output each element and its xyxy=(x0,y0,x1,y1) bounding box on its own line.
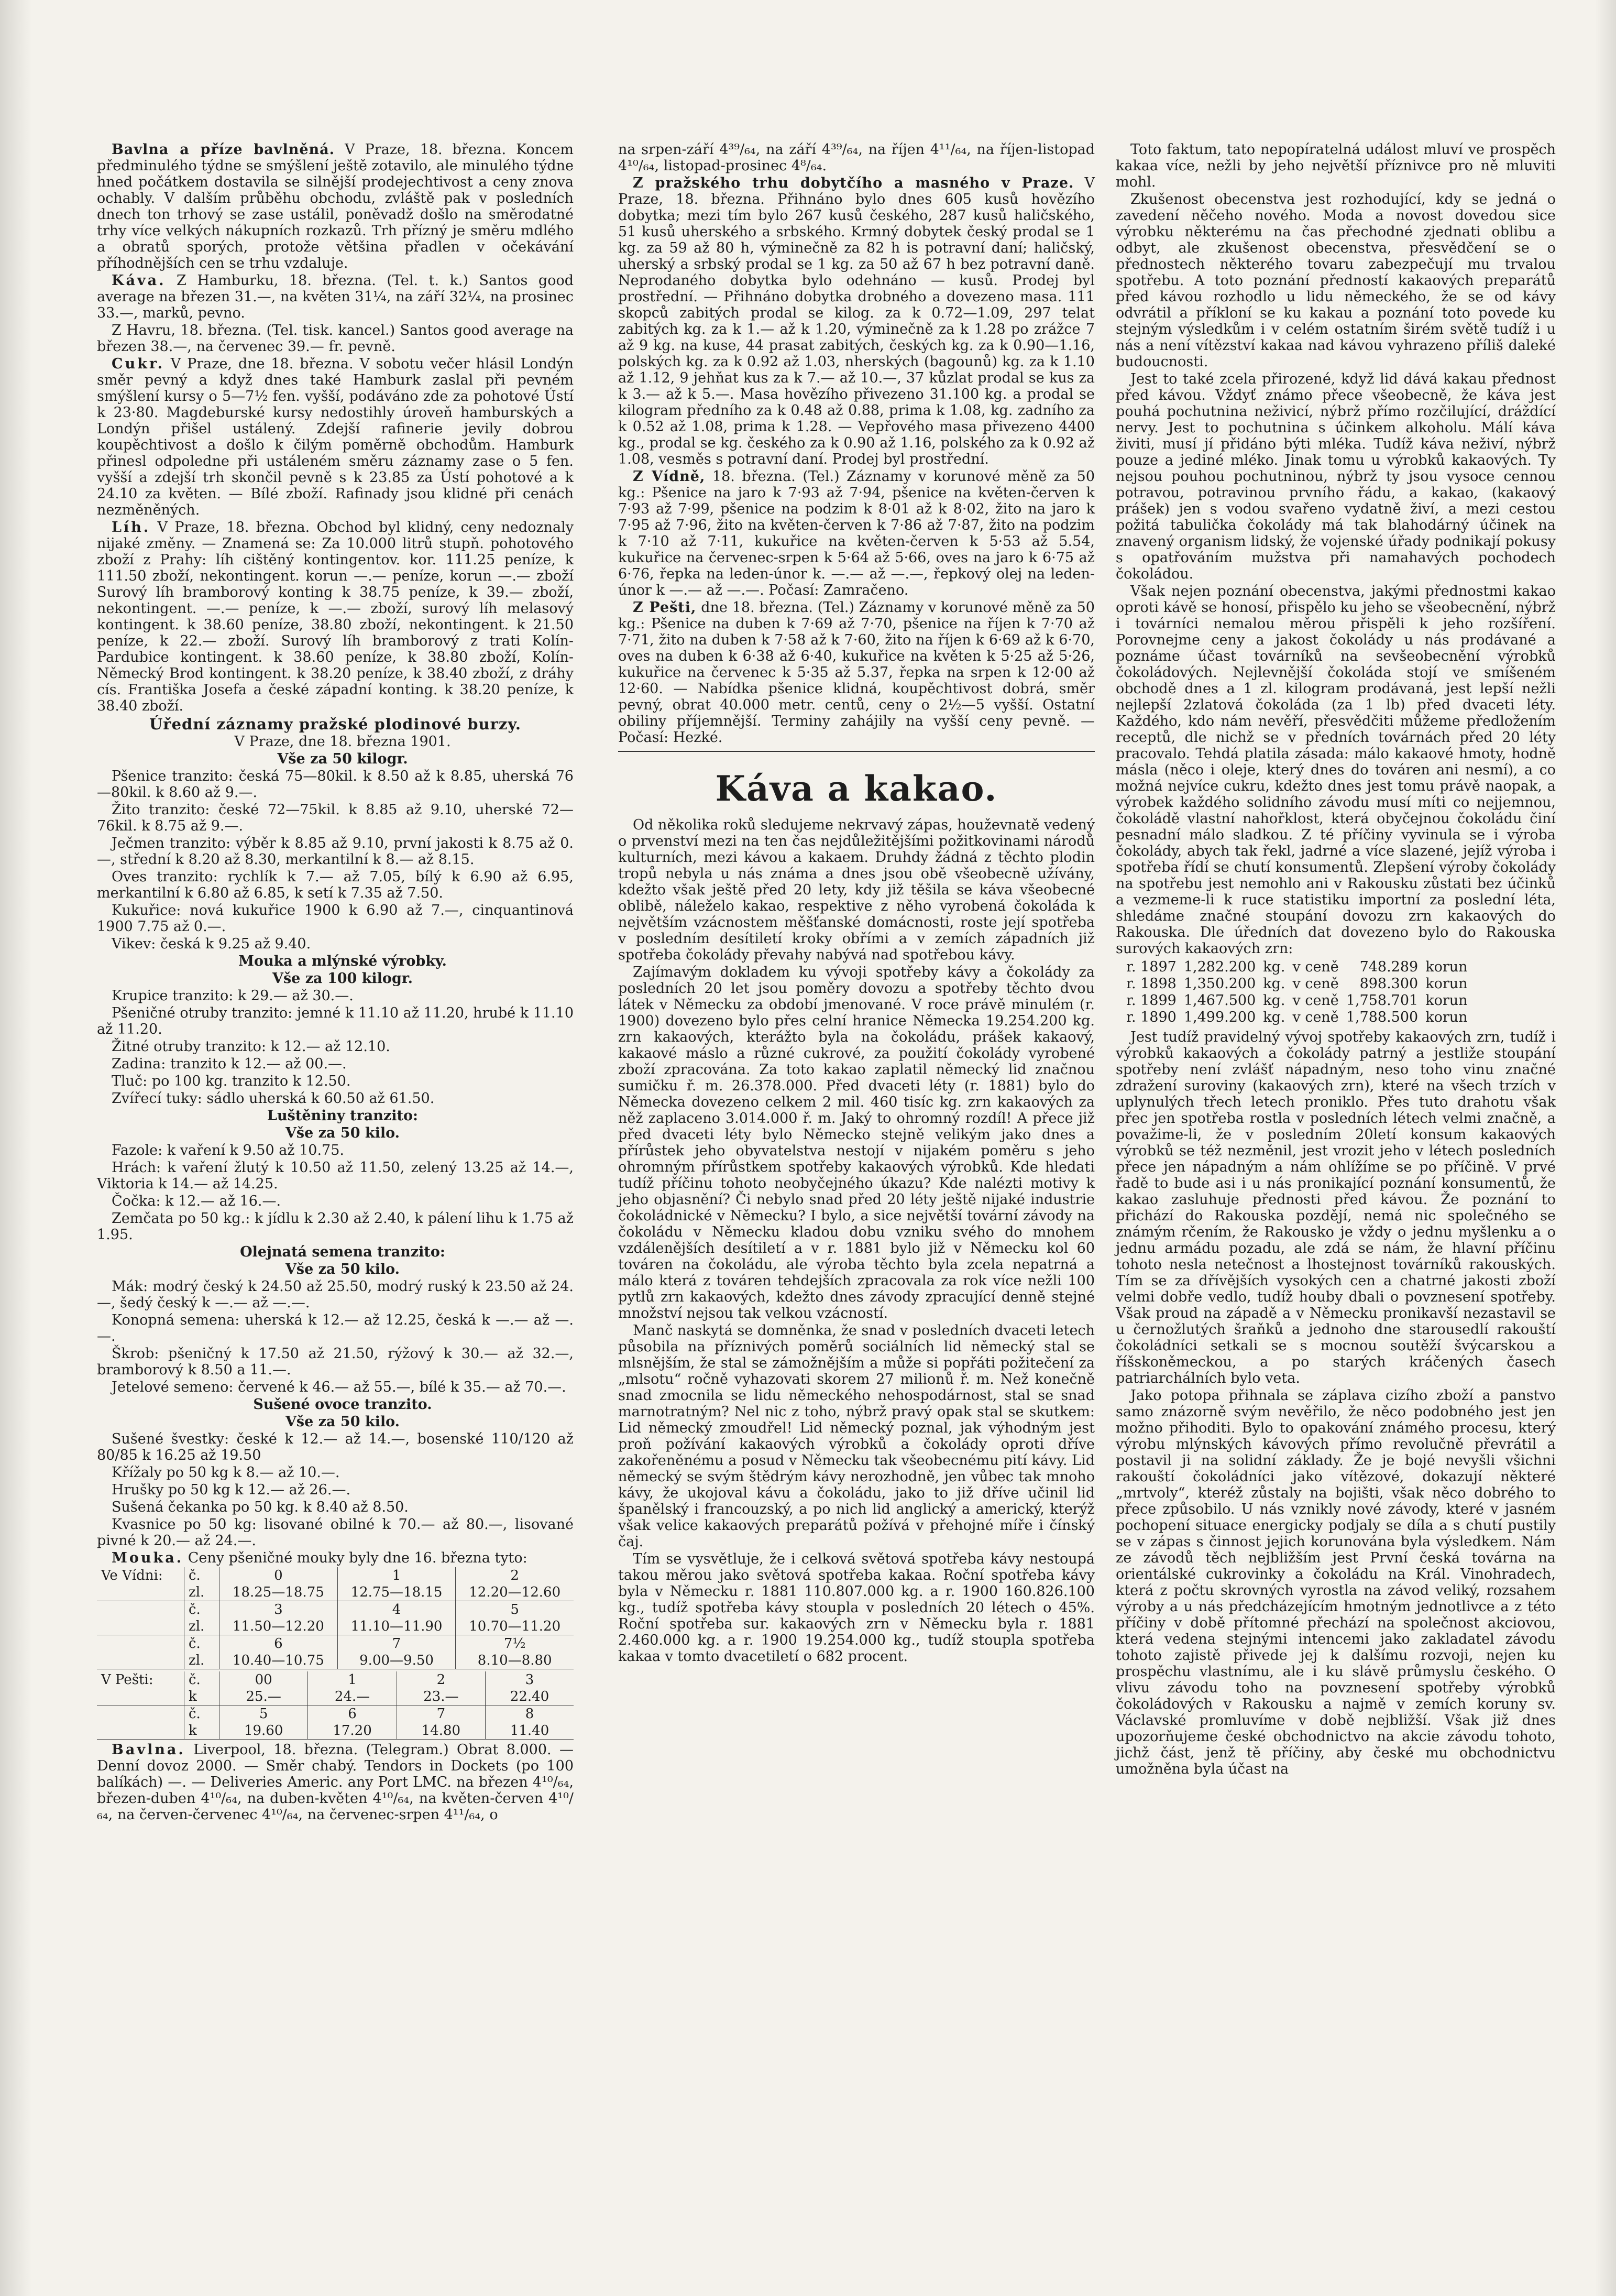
table-cell: korun xyxy=(1425,1009,1468,1025)
table-cell: zl. xyxy=(184,1618,219,1635)
table-cell: 1 xyxy=(308,1671,397,1688)
article-paragraph: Tím se vysvětluje, že i celková světová spotřeba kávy nestoupá takou měrou jako světová spotřeba kakaa. Roční spotřeba kávy byla v Německu r. 1881 110.807.000 kg. a r. 1900 160.826.100 kg., tudíž spotřeba kávy stoupla v posledních 20 létech o 45%. Roční spotřeba sur. kakaových zrn v Německu byla r. 1881 2.460.000 kg. a r. 1900 19.254.000 kg., tudíž stoupla spotřeba kakaa v tomto dvacetiletí o 682 procent. xyxy=(618,1551,1095,1665)
table-cell: kg. xyxy=(1263,959,1285,975)
price-row: Zemčata po 50 kg.: k jídlu k 2.30 až 2.40, k pálení lihu k 1.75 až 1.95. xyxy=(97,1210,574,1243)
table-cell: 1 xyxy=(337,1567,456,1584)
article-sugar xyxy=(97,356,574,518)
article-paragraph: Od několika roků sledujeme nekrvavý zápas, houževnatě vedený o prvenství mezi na ten čas nejdůležitějšími požitkovinami národů kulturních, mezi kávou a kakaem. Druhdy žádná z těchto plodin tropů nebyla u nás známa a dnes jsou obě všeobecně užívány, kdežto však ještě před 20 lety, kdy již těšila se káva všeobecné oblibě, náleželo kakao, respektive z něho vyrobená čokoláda k největším vzácnostem měšťanské domácnosti, roste její spotřeba v posledním desítiletí kroky obřími a v zemích západních již spotřeba čokolády převahy nabývá nad spotřebou kávy. xyxy=(618,817,1095,963)
price-row: Zadina: tranzito k 12.— až 00.—. xyxy=(112,1056,347,1072)
column-3 xyxy=(1116,141,1556,1778)
price-row: Vikev: česká k 9.25 až 9.40. xyxy=(112,936,311,952)
article-body: V Praze, 18. března. Obchod byl klidný, ceny nedoznaly nijaké změny. — Znamená se: Za 10.000 litrů stupň. pohotového zboží z Prahy: líh cištěný kontingentov. kor. 111.25 peníze, k 111.50 zboží, nekontingent. korun —.— peníze, korun —.— zboží Surový líh bramborový konting k 38.75 peníze, k 39.— zboží, nekontingent. —.— peníze, k —.— zboží, surový líh melasový kontingent. k 38.60 peníze, 38.80 zboží, nekontingent. k 21.50 peníze, k 22.— zboží. Surový líh bramborový z trati Kolín-Pardubice kontingent. k 38.60 peníze, k 38.80 zboží, Kolín-Německý Brod kontingent. k 38.20 peníze, k 38.40 zboží, z dráhy cís. Františka Josefa a české západní konting. k 38.20 peníze, k 38.40 zboží. xyxy=(97,519,574,714)
table-cell: 898.300 xyxy=(1359,976,1419,992)
article-body: Z Hamburku, 18. března. (Tel. t. k.) Santos good average na březen 31.—, na květen 31¼, na září 32¼, na prosinec 33.—, marků, pevno. xyxy=(97,272,574,321)
table-cell: č. xyxy=(184,1705,219,1723)
table-cell: r. 1899 xyxy=(1126,992,1177,1009)
article-paragraph: Manč naskytá se domněnka, že snad v posledních dvaceti letech působila na příznivých poměrů sociálních lid německý stal se mlsnějším, že stal se zámožnějším a může si popřáti požitečení za „mlsotu“ ročně vyhazovati skorem 27 milionů ř. m. Než konečně snad zmocnila se lidu německého nehospodárnost, stal se snad marnotratným? Nel nic z toho, nýbrž pravý opak stal se skutkem: Lid německý zmoudřel! Lid německý poznal, jak výhodným jest proň požívání kakaových výrobků a čokolády oproti dříve zakořeněnému a posud v Německu tak všeobecnému pití kávy. Lid německý se svým štědrým kávy nerozhodně, jen vůbec tak mnoho kávy, že ukojoval kávu a čokoládu, jako to již dříve učinil lid španělský i francouzský, a po nich lid anglický a americký, kterýž však velice kakaových preparátů požívá v přehojné míře i čínský čaj. xyxy=(618,1322,1095,1550)
article-flour xyxy=(97,1550,574,1566)
burza-date: V Praze, dne 18. března 1901. xyxy=(234,734,451,750)
table-cell: 1,499.200 xyxy=(1183,1009,1256,1025)
table-cell: 748.289 xyxy=(1359,959,1419,975)
table-row xyxy=(1126,1009,1475,1026)
table-cell: 1,788.500 xyxy=(1346,1009,1419,1025)
article-heading: Z Pešti, xyxy=(633,599,697,616)
table-cell: 12.20—12.60 xyxy=(456,1584,574,1601)
table-cell: 5 xyxy=(456,1601,574,1619)
table-row xyxy=(1126,992,1475,1009)
page-edge-shadow-right xyxy=(1595,0,1616,2296)
table-cell: kg. xyxy=(1263,976,1285,992)
article-heading: Káva. xyxy=(112,272,166,289)
table-label-pest: V Pešti: xyxy=(101,1672,153,1688)
table-cell: 19.60 xyxy=(219,1722,308,1740)
price-row: Sušená čekanka po 50 kg. k 8.40 až 8.50. xyxy=(112,1499,409,1515)
subsection-heading: Luštěniny tranzito: xyxy=(267,1108,418,1124)
table-cell: korun xyxy=(1425,959,1468,975)
table-cell: 5 xyxy=(219,1705,308,1723)
table-cell: č. xyxy=(184,1635,219,1653)
table-cell: 24.— xyxy=(308,1688,397,1705)
price-row: Fazole: k vaření k 9.50 až 10.75. xyxy=(112,1142,344,1158)
price-row: Žito tranzito: české 72—75kil. k 8.85 až 9.10, uherské 72—76kil. k 8.75 až 9.—. xyxy=(97,802,574,834)
article-paragraph: Jest tudíž pravidelný vývoj spotřeby kakaových zrn, tudíž i výrobků kakaových a čokolády patrný a jestliže stoupání spotřeby není zvlášť nápadným, neso toho vinu značné zdražení suroviny (kakaových zrn), které na všech trzích v uplynulých třech letech proniklo. Přes tuto drahotu však přec jen spotřeba rostla v posledních létech velmi značně, a považime-li, že v posledním 20letí konsum kakaových výrobků se též nezměnil, jest vrozit jeho v létech posledních přece jen nápadným a nám ohlížíme se po příčině. V prvé řadě to bude asi i u nás pronikající poznání konsumentů, že kakao zasluhuje přednosti před kávou. Že poznání to přichází do Rakouska pozdějí, nemá nic společného se známým rčením, že Rakousko je vždy o jednu myšlenku a o jednu armádu pozadu, ale zdá se nám, že hlavní příčinu tohoto nesla netečnost a lhostejnost továrníků rakouských. Tím se za dřívějších vysokých cen a chatrné jakosti zboží velmi dobře vedlo, tudíž houby dbali o povznesení spotřeby. Však proud na západě a v Německu pronikavší nezastavil se u černožlutých šraňků a jednoho dne starousedlí rakouští čokoládníci setkali se s mocnou soutěží švýcarskou a říšskoněmeckou, a po starých kráčených časech patriarchálních bylo veta. xyxy=(1116,1029,1556,1386)
subsection-heading: Mouka a mlýnské výrobky. xyxy=(238,953,447,969)
article-paragraph: Jest to také zcela přirozené, když lid dává kakau přednost před kávou. Vždyť známo přece všeobecně, že káva jest pouhá pochutnina neživicí, nýbrž přímo rozčilující, dráždící nervy. Jest to pochutnina s účinkem alkoholu. Málí káva živiti, musí jí přidáno býti mléka. Tudíž káva neživí, nýbrž pouze a jediné mléko. Jinak tomu u výrobků kakaových. Ty nejsou pouhou pochutninou, nýbrž ty jsou vysoce cennou potravou, potravinou prvního řádu, a kakao, (kakaový prášek) jen s vodou svařeno vydatně živí, a mezi cestou požitá tabulička čokolády má tak blahodárný účinek na znavený organism lidský, že vojenské úřady podnikají pokusy s opatřováním mužstva při namahavých pochodech čokoládou. xyxy=(1116,371,1556,582)
price-row: Kvasnice po 50 kg: lisované obilné k 70.— až 80.—, lisované pivné k 20.— až 24.—. xyxy=(97,1516,574,1549)
table-cell: 9.00—9.50 xyxy=(337,1652,456,1669)
table-row xyxy=(1126,976,1475,992)
article-title-coffee-cocoa: Káva a kakao. xyxy=(715,768,998,809)
table-cell: 8.10—8.80 xyxy=(456,1652,574,1669)
article-pest xyxy=(618,599,1095,746)
column-2 xyxy=(618,141,1095,1666)
table-cell: korun xyxy=(1425,992,1468,1009)
table-cell: kg. xyxy=(1263,992,1285,1009)
price-row: Křížaly po 50 kg k 8.— až 10.—. xyxy=(112,1464,340,1481)
table-cell: 1,467.500 xyxy=(1183,992,1256,1009)
table-cell: č. xyxy=(184,1601,219,1619)
unit-note: Vše za 50 kilo. xyxy=(285,1261,400,1277)
article-heading: Bavlna. xyxy=(112,1742,185,1758)
section-heading-burza: Úřední záznamy pražské plodinové burzy. xyxy=(149,715,521,733)
table-cell: 7½ xyxy=(456,1635,574,1653)
cocoa-import-table xyxy=(1126,959,1475,1026)
price-row: Kukuřice: nová kukuřice 1900 k 6.90 až 7.—, cinquantinová 1900 7.75 až 0.—. xyxy=(97,902,574,935)
table-cell: 2 xyxy=(456,1567,574,1584)
price-row: Mák: modrý český k 24.50 až 25.50, modrý ruský k 23.50 až 24.—, šedý český k —.— až —.—. xyxy=(97,1278,574,1311)
table-cell: 18.25—18.75 xyxy=(219,1584,338,1601)
article-heading: Mouka. xyxy=(112,1550,184,1566)
article-vienna xyxy=(618,468,1095,598)
article-body: V Praze, dne 18. března. V sobotu večer hlásil Londýn směr pevný a když dnes také Hamburk zaslal při pevném smýšlení kursy o 5—7½ fen. vyšší, podáváno zde za pohotové Ústí k 23·80. Magdeburské kursy nedostihly úroveň hamburských a Londýn přišel ustálený. Zdejší rafinerie jevily dobrou koupěchtivost a došlo k čilým poměrně obchodům. Hamburk přinesl odpoledne při ustáleném směru záznamy zase o 5 fen. vyšší a zdejší trh skončil pevně s k 23.85 za Ústí pohotové a k 24.10 za květen. — Bílé zboží. Rafinady jsou klidné při cenách nezměněných. xyxy=(97,356,574,518)
table-cell: 3 xyxy=(486,1671,574,1688)
table-cell: k xyxy=(184,1688,219,1705)
article-paragraph: Toto faktum, tato nepopíratelná událost mluví ve prospěch kakaa více, nežli by jeho největší příznivce pro ně mluviti mohl. xyxy=(1116,141,1556,190)
unit-note: Vše za 50 kilogr. xyxy=(277,751,408,767)
article-cotton-continued: na srpen-září 4³⁹/₆₄, na září 4³⁹/₆₄, na říjen 4¹¹/₆₄, na říjen-listopad 4¹⁰/₆₄, listopad-prosinec 4⁸/₆₄. xyxy=(618,141,1095,174)
article-paragraph: Zkušenost obecenstva jest rozhodující, kdy se jedná o zavedení něčeho nového. Moda a novost dovedou sice výrobku některému na čas přechodné zjednati oblibu a odbyt, ale zkušenost obecenstva, přesvědčení se o přednostech některého tovaru zabezpečují mu trvalou spotřebu. A toto poznání předností kakaových preparátů před kávou rozhodlo u lidu německého, že se od kávy odvrátil a příkloní se ku kakau a poznání toto povede ku stejným výsledkům i v celém ostatním širém světě tudíž i u nás a není vítězství kakaa nad kávou vyhrazeno příliš daleké budoucnosti. xyxy=(1116,191,1556,370)
table-cell: k xyxy=(184,1722,219,1740)
article-heading: Cukr. xyxy=(112,356,164,372)
table-cell: 4 xyxy=(337,1601,456,1619)
unit-note: Vše za 50 kilo. xyxy=(285,1414,400,1430)
table-cell: 23.— xyxy=(397,1688,485,1705)
table-cell: 14.80 xyxy=(397,1722,485,1740)
price-row: Tluč: po 100 kg. tranzito k 12.50. xyxy=(112,1073,351,1089)
table-cell: 6 xyxy=(308,1705,397,1723)
table-cell: 10.70—11.20 xyxy=(456,1618,574,1635)
article-body: V Praze, 18. března. Přihnáno bylo dnes 605 kusů hovězího dobytka; mezi tím bylo 267 kusů českého, 287 kusů haličského, 51 kusů uherského a srbského. Krmný dobytek český prodal se 1 kg. za 59 až 80 h, výminečně za 82 h is potravní daní; haličský, uherský a srbský prodal se 1 kg. za 50 až 67 h bez potravní daně. Neprodaného dobytka bylo odehnáno — kusů. Prodej byl prostřední. — Přihnáno dobytka drobného a dovezeno masa. 111 skopců zabitých prodal se kilog. za k 0.72—1.09, 297 telat zabitých kg. za k 1.— až k 1.20, výminečně za k 1.28 po zrážce 7 až 9 kg. na kuse, 44 prasat zabitých, českých kg. za k 0.90—1.16, polských kg. za k 0.92 až 1.03, nherských (bagounů) kg. za k 1.10 až 1.12, 9 jehňat kus za k 7.— až 10.—, 37 kůzlat prodal se kus za k 3.— až k 5.—. Masa hovězího přivezeno 31.100 kg. a prodal se kilogram předního za k 0.48 až 0.88, prima k 1.08, kg. zadního za k 0.52 až 1.08, prima k 1.28. — Vepřového masa přivezeno 4400 kg., prodal se kg. českého za k 0.90 až 1.16, polského za k 0.92 až 1.08, vesměs s potravní daní. Prodej byl prostřední. xyxy=(618,175,1095,467)
price-row: Jetelové semeno: červené k 46.— až 55.—, bílé k 35.— až 70.—. xyxy=(112,1379,566,1395)
table-cell: 11.50—12.20 xyxy=(219,1618,338,1635)
price-row: Zvířecí tuky: sádlo uherská k 60.50 až 61.50. xyxy=(112,1090,435,1107)
table-cell: v ceně xyxy=(1292,992,1339,1009)
article-body: Liverpool, 18. března. (Telegram.) Obrat 8.000. — Denní dovoz 2000. — Směr chabý. Tendors in Dockets (po 100 balíkách) —. — Deliveries Americ. any Port LMC. na březen 4¹⁰/₆₄, březen-duben 4¹⁰/₆₄, na duben-květen 4¹⁰/₆₄, na květen-červen 4¹⁰/₆₄, na červen-červenec 4¹⁰/₆₄, na červenec-srpen 4¹¹/₆₄, o xyxy=(97,1742,574,1823)
table-cell: 00 xyxy=(219,1671,308,1688)
price-row: Pšenice tranzito: česká 75—80kil. k 8.50 až k 8.85, uherská 76—80kil. k 8.60 až 9.—. xyxy=(97,768,574,801)
table-cell: r. 1897 xyxy=(1126,959,1177,975)
article-paragraph: Zajímavým dokladem ku vývoji spotřeby kávy a čokolády za posledních 20 let jsou poměry dovozu a spotřeby těchto dvou látek v Německu za období jmenované. V roce právě minulém (r. 1900) dovezeno bylo přes celní hranice Německa 19.254.200 kg. zrn kakaových, kterážto byla na čokoládu, prášek kakaový, kakaové máslo a různé cukrové, za použití čokolády vyrobené zboží zpracována. Za toto kakao zaplatil německý lid značnou sumičku ř. m. 26.378.000. Před dvaceti léty (r. 1881) bylo do Německa dovezeno celkem 2 mil. 460 tisíc kg. zrn kakaových za něž zaplaceno 3.014.000 ř. m. Jaký to ohromný rozdíl! A přece již před dvaceti léty bylo Německo stejně velikým jako dnes a přírůstek jeho obyvatelstva nestojí v nijakém poměru s jeho ohromným přírůstkem spotřeby kakaových výrobků. Kde hledati tudíž příčinu tohoto neobyčejného úkazu? Kde nalézti motivy k jeho objasnění? Či nebylo snad před 20 léty ještě nijaké industrie čokoládnické v Německu? I bylo, a sice největší tovární závody na čokoládu v Německu kladou dobu vzniku svého do mnohem vzdálenějších desítiletí a v r. 1881 bylo již v Německu kol 60 továren na čokoládu, ale výroba těchto byla zcela nepatrná a málo která z továren tehdejších zpracovala za rok více nežli 100 pytlů zrn kakaových, kdežto dnes závody zpracující denně stejné množství nejsou tak velkou vzácností. xyxy=(618,964,1095,1321)
article-body: Ceny pšeničné mouky byly dne 16. března tyto: xyxy=(183,1550,527,1566)
table-cell: 1,758.701 xyxy=(1346,992,1419,1009)
article-paragraph: Však nejen poznání obecenstva, jakými přednostmi kakao oproti kávě se honosí, přispělo ku jeho se všeobecnění, nýbrž i továrníci nemalou měrou přispěli k jeho rozšíření. Porovnejme ceny a jakost čokolády u nás prodávané a poznáme účast továrníků na sevšeobecnění výrobků čokoládových. Nejlevnější čokoláda stojí ve smíšeném obchodě dnes a 1 zl. kilogram prodávaná, jest lepší nežli nejlepší 2zlatová čokoláda (za 1 lb) před dvaceti léty. Každého, kdo nám nevěří, přesvědčiti můžeme předložením receptů, dle nichž se v předních továrnách před 20 léty pracovalo. Tehdá platila zásada: málo kakaové hmoty, hodně másla (něco i oleje, který dnes do továren ani nesmí), a co možná nejvíce cukru, kdežto dnes jest tomu právě naopak, a výrobek každého solidního závodu musí míti co nejjemnou, čokoládě vlastní nahořklost, která obyčejnou čokoládu činí pesnadní málo sladkou. Z té příčiny vyvinula se i výroba čokolády, abych tak řekl, jadrné a více slazené, jejíž výroba i spotřeba řídí se chutí konsumentů. Zlepšení výroby čokolády na spotřebu jest nemohlo ani v Rakousku zůstati bez účinků a vezmeme-li k ruce statistiku importní za poslední léta, shledáme značné stoupání dovozu zrn kakaových do Rakouska. Dle úředních dat dovezeno bylo do Rakouska surových kakaových zrn: xyxy=(1116,583,1556,957)
page-edge-shadow-left xyxy=(0,0,31,2296)
table-cell: č. xyxy=(184,1567,219,1584)
unit-note: Vše za 100 kilogr. xyxy=(272,970,413,987)
article-cotton xyxy=(97,141,574,271)
article-body: dne 18. března. (Tel.) Záznamy v korunové měně za 50 kg.: Pšenice na duben k 7·69 až 7·70, pšenice na říjen k 7·70 až 7·71, žito na duben k 7·58 až k 7·60, žito na říjen k 6·69 až k 6·70, oves na duben k 6·38 až 6·40, kukuřice na květen k 5·25 až 5·26, kukuřice na červenec k 5·35 až 5.37, řepka na srpen k 12·00 až 12·60. — Nabídka pšenice klidná, koupěchtivost dobrá, směr pevný, obrat 40.000 metr. centů, ceny o 2½—5 vyšší. Ostatní obiliny příjemnější. Terminy zahájily na vyšší ceny pevně. — Počasí: Hezké. xyxy=(618,599,1095,746)
price-row: Oves tranzito: rychlík k 7.— až 7.05, bílý k 6.90 až 6.95, merkantilní k 6.80 až 6.85, k setí k 7.35 až 7.50. xyxy=(97,869,574,901)
table-cell: č. xyxy=(184,1671,219,1688)
article-cattle-market xyxy=(618,175,1095,467)
article-body: V Praze, 18. března. Koncem předminulého týdne se smýšlení ještě zotavilo, ale minulého týdne hned počátkem dostavila se silnější prodejechtivost a ceny znova ochably. V dalším průběhu obchodu, zvláště pak v posledních dnech ton trhový se zase ustálil, poněvadž došlo na směrodatné trhy více velkých nákupních rozkazů. Trh přízný je směru mdlého a obratů sporých, protože většina přadlen v očekávání příhodnějších cen se trhu vzdaluje. xyxy=(97,141,574,271)
table-cell: 11.40 xyxy=(486,1722,574,1740)
article-body: 18. března. (Tel.) Záznamy v korunové měně za 50 kg.: Pšenice na jaro k 7·93 až 7·94, pšenice na květen-červen k 7·93 až 7·99, pšenice na podzim k 8·01 až k 8·02, žito na jaro k 7·95 až 7·96, žito na květen-červen k 7·86 až 7·87, žito na podzim k 7·10 až 7·11, kukuřice na květen-červen k 5·53 až 5.54, kukuřice na červenec-srpen k 5·64 až 5·66, oves na jaro k 6·75 až 6·76, řepka na leden-únor k. —.— až —.—, řepkový olej na leden-únor k —.— až —.—. Počasí: Zamračeno. xyxy=(618,468,1095,598)
flour-price-table xyxy=(97,1567,574,1669)
table-cell: r. 1890 xyxy=(1126,1009,1177,1025)
price-row: Škrob: pšeničný k 17.50 až 21.50, rýžový k 30.— až 32.—, bramborový k 8.50 a 11.—. xyxy=(97,1346,574,1378)
price-row: Žitné otruby tranzito: k 12.— až 12.10. xyxy=(112,1038,390,1055)
price-row: Konopná semena: uherská k 12.— až 12.25, česká k —.— až —.—. xyxy=(97,1312,574,1344)
table-cell: 7 xyxy=(337,1635,456,1653)
table-cell: 12.75—18.15 xyxy=(337,1584,456,1601)
table-row xyxy=(1126,959,1475,976)
table-cell: 7 xyxy=(397,1705,485,1723)
price-row: Pšeničné otruby tranzito: jemné k 11.10 až 11.20, hrubé k 11.10 až 11.20. xyxy=(97,1005,574,1037)
table-cell: kg. xyxy=(1263,1009,1285,1025)
section-divider xyxy=(618,751,1095,752)
table-cell: 22.40 xyxy=(486,1688,574,1705)
table-cell: 11.10—11.90 xyxy=(337,1618,456,1635)
article-body: Z Havru, 18. března. (Tel. tisk. kancel.) Santos good average na březen 38.—, na červenec 39.— fr. pevně. xyxy=(97,322,574,355)
article-coffee-havre xyxy=(97,322,574,355)
table-cell: 25.— xyxy=(219,1688,308,1705)
article-heading: Bavlna a příze bavlněná. xyxy=(112,141,335,158)
article-heading: Z Vídně, xyxy=(633,468,706,485)
price-row: Čočka: k 12.— až 16.—. xyxy=(112,1193,281,1209)
table-cell: 2 xyxy=(397,1671,485,1688)
price-row: Ječmen tranzito: výběr k 8.85 až 9.10, první jakosti k 8.75 až 0.—, střední k 8.20 až 8.30, merkantilní k 8.— až 8.15. xyxy=(97,835,574,868)
table-cell: 10.40—10.75 xyxy=(219,1652,338,1669)
article-cotton-liverpool xyxy=(97,1742,574,1823)
table-cell: 1,350.200 xyxy=(1183,976,1256,992)
table-cell: zl. xyxy=(184,1584,219,1601)
table-cell: v ceně xyxy=(1292,976,1339,992)
table-cell: 8 xyxy=(486,1705,574,1723)
article-spirits xyxy=(97,519,574,714)
article-heading: Líh. xyxy=(112,519,151,535)
price-row: Sušené švestky: české k 12.— až 14.—, bosenské 110/120 až 80/85 k 16.25 až 19.50 xyxy=(97,1431,574,1463)
flour-price-table-pest xyxy=(97,1671,574,1740)
subsection-heading: Sušené ovoce tranzito. xyxy=(253,1396,432,1413)
table-cell: 17.20 xyxy=(308,1722,397,1740)
article-coffee-hamburg xyxy=(97,272,574,321)
table-cell: 6 xyxy=(219,1635,338,1653)
table-cell: zl. xyxy=(184,1652,219,1669)
table-cell: 3 xyxy=(219,1601,338,1619)
article-paragraph: Jako potopa přihnala se záplava cizího zboží a panstvo samo znázorně svým nevěřilo, že něco podobného jest jen možno přihoditi. Bylo to opakování známého procesu, který výrobu mlýnských kávových přímo revolučně převrátil a postavil ji na solidní základy. Že je bojé nevyšli všichni rakouští čokoládníci jako vítězové, dokazují některé „mrtvoly“, kteréž zůstaly na bojišti, však něco dobrého to přece způsobilo. U nás vznikly nové závody, které v jasném pochopení situace energicky podjaly se díla a s chutí pustily se v zápas s činnost jejich korunována byla výsledkem. Nám ze závodů těch nejbližším jest První česká továrna na orientálské cukrovinky a čokoládu na Král. Vinohradech, která z počtu skrovných vyrostla na závod veliký, rozsahem výroby a u nás předcházejícím hmotným jednotlivce a z této příčiny v době přítomné přechází na společnost akciovou, která vedena stejnými intencemi jako zakladatel závodu tohoto zajistě přivede jej k dalšímu rozvoji, nejen ku prospěchu vlastnímu, ale i ku slávě průmyslu českého. O vlivu závodu toho na povznesení spotřeby výrobků čokoládových v Rakousku a najmě v zemích koruny sv. Václavské promluvíme v době nejbližší. Však již dnes upozorňujeme české obchodnictvo na akcie závodu tohoto, jichž část, jenž tě příčiny, aby české mu obchodnictvu umožněna byla účast na xyxy=(1116,1387,1556,1777)
table-cell: 1,282.200 xyxy=(1183,959,1256,975)
table-label-vienna: Ve Vídni: xyxy=(101,1568,163,1583)
table-cell: 0 xyxy=(219,1567,338,1584)
unit-note: Vše za 50 kilo. xyxy=(285,1125,400,1141)
price-row: Hrušky po 50 kg k 12.— až 26.—. xyxy=(112,1482,351,1498)
article-heading: Z pražského trhu dobytčího a masného v Praze. xyxy=(633,175,1074,191)
table-cell: v ceně xyxy=(1292,959,1339,975)
table-cell: r. 1898 xyxy=(1126,976,1177,992)
table-cell: korun xyxy=(1425,976,1468,992)
subsection-heading: Olejnatá semena tranzito: xyxy=(240,1244,445,1260)
table-cell: v ceně xyxy=(1292,1009,1339,1025)
price-row: Hrách: k vaření žlutý k 10.50 až 11.50, zelený 13.25 až 14.—, Viktoria k 14.— až 14.25. xyxy=(97,1160,574,1192)
column-1 xyxy=(97,141,574,1824)
price-row: Krupice tranzito: k 29.— až 30.—. xyxy=(112,988,354,1004)
